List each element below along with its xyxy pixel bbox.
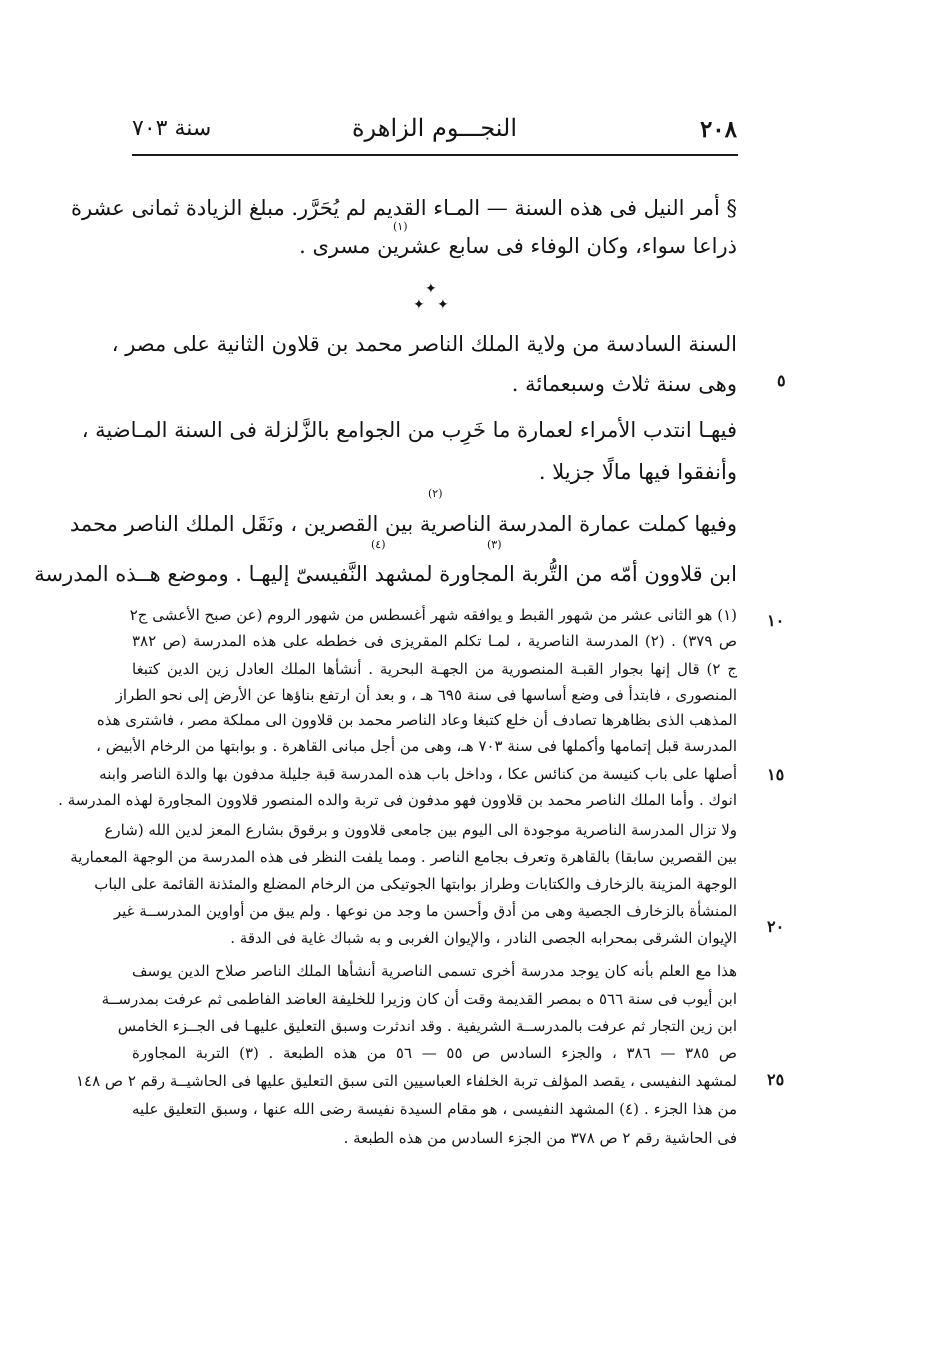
footnote-line: ص ٣٧٩) . (٢) المدرسة الناصرية ، لمـا تكلم المقريزى فى خططه على هذه المدرسة (ص ٣٨٢: [132, 632, 737, 650]
margin-line-number: ١٠: [767, 611, 785, 630]
footnote-line: ابن أيوب فى سنة ٥٦٦ ه بمصر القديمة وقت أن كان وزيرا للخليفة العاضد الفاطمى ثم عرفت بمدرســة: [101, 990, 737, 1008]
running-header: [132, 112, 737, 148]
asterism-icon: ✦: [413, 297, 425, 313]
margin-line-number: ١٥: [767, 765, 785, 784]
footnote-line: المنصورى ، فابتدأ فى وضع أساسها فى سنة ٦٩٥ هـ ، و بعد أن ارتفع بناؤها عن الأرض إلى نحو الطراز: [115, 686, 737, 704]
note-ref-2: (٢): [428, 487, 443, 500]
text-line: وهى سنة ثلاث وسبعمائة .: [511, 372, 737, 396]
footnote-line: من هذا الجزء . (٤) المشهد النفيسى ، هو مقام السيدة نفيسة رضى الله عنها ، وسبق التعليق عليه: [132, 1100, 737, 1118]
header-rule: [132, 154, 738, 156]
asterism-icon: ✦: [425, 281, 437, 297]
text-line: وفيها كملت عمارة المدرسة الناصرية بين القصرين ، ونَقَل الملك الناصر محمد: [69, 512, 737, 536]
footnote-line: المدرسة قبل إتمامها وأكملها فى سنة ٧٠٣ هـ، وهى من أجل مبانى القاهرة . و بوابتها من الرخام الأبيض ،: [96, 737, 737, 755]
footnote-line: ج ٢) قال إنها بجوار القبـة المنصورية من الجهـة البحرية . أنشأها الملك العادل زين الدين كتبغا: [132, 660, 738, 678]
footnote-line: ابن زين التجار ثم عرفت بالمدرســة الشريفية . وقد اندثرت وسبق التعليق عليهـا فى الجــزء الخامس: [117, 1017, 737, 1035]
text-line: ذراعا سواء، وكان الوفاء فى سابع عشرين مسرى .: [299, 234, 737, 258]
footnote-line: ص ٣٨٥ — ٣٨٦ ، والجزء السادس ص ٥٥ — ٥٦ من هذه الطبعة . (٣) التربة المجاورة: [132, 1044, 737, 1062]
text-line: فيهـا انتدب الأمراء لعمارة ما خَرِب من الجوامع بالزَّلزلة فى السنة المـاضية ،: [81, 418, 737, 442]
footnote-line: (١) هو الثانى عشر من شهور القبط و يوافقه شهر أغسطس من شهور الروم (عن صبح الأعشى ج٢: [129, 606, 737, 624]
footnote-line: المذهب الذى بظاهرها تصادف أن خلع كتبغا وعاد الناصر محمد بن قلاوون الى مملكة مصر ، فاشترى هذه: [96, 711, 737, 729]
margin-line-number: ٢٥: [767, 1070, 785, 1089]
footnote-line: الوجهة المزينة بالزخارف والكتابات وطراز بوابتها الجوتيكى من الرخام المضلع والمئذنة القائمة على الباب: [94, 875, 737, 893]
footnote-line: بين القصرين سابقا) بالقاهرة وتعرف بجامع الناصر . ومما يلفت النظر فى هذه المدرسة من الوجهة المعمارية: [70, 848, 737, 866]
book-title: النجـــوم الزاهرة: [351, 114, 518, 142]
margin-line-number: ٥: [777, 371, 786, 390]
footnote-line: انوك . وأما الملك الناصر محمد بن قلاوون فهو مدفون فى تربة والده المنصور قلاوون المجاورة لهذه المدرسة .: [58, 791, 737, 809]
footnote-line: الإيوان الشرقى بمحرابه الجصى النادر ، والإيوان الغربى و به شباك غاية فى الدقة .: [230, 929, 737, 947]
year-label: سنة ٧٠٣: [132, 116, 212, 141]
footnote-line: ولا تزال المدرسة الناصرية موجودة الى اليوم بين جامعى قلاوون و برقوق بشارع المعز لدين الله (شارع: [104, 821, 737, 839]
note-ref-4: (٤): [371, 538, 386, 551]
note-ref-3: (٣): [487, 538, 502, 551]
page-number: ٢٠٨: [699, 116, 737, 143]
text-line: وأنفقوا فيها مالًا جزيلا .: [538, 460, 737, 484]
text-line: السنة السادسة من ولاية الملك الناصر محمد بن قلاون الثانية على مصر ،: [111, 332, 737, 356]
footnote-line: هذا مع العلم بأنه كان يوجد مدرسة أخرى تسمى الناصرية أنشأها الملك الناصر صلاح الدين يوسف: [132, 962, 737, 980]
margin-line-number: ٢٠: [767, 917, 785, 936]
footnote-line: لمشهد النفيسى ، يقصد المؤلف تربة الخلفاء العباسيين التى سبق التعليق عليها فى الحاشيــة رقم ٢ ص ١٤٨: [75, 1072, 737, 1090]
text-line: ابن قلاوون أمّه من التُّربة المجاورة لمشهد النَّفيسىّ إليهـا . وموضع هــذه المدرسة: [34, 562, 737, 586]
asterism-icon: ✦: [437, 297, 449, 313]
footnote-line: المنشأة بالزخارف الجصية وهى من أدق وأحسن ما وجد من نوعها . ولم يبق من أواوين المدرســة غير: [113, 902, 737, 920]
text-line: § أمر النيل فى هذه السنة — المـاء القديم لم يُحَرَّر. مبلغ الزيادة ثمانى عشرة: [70, 196, 737, 220]
footnote-line: أصلها على باب كنيسة من كنائس عكا ، وداخل باب هذه المدرسة قبة جليلة مدفون بها والدة الناصر وابنه: [99, 765, 737, 783]
note-ref-1: (١): [393, 220, 408, 233]
footnote-line: فى الحاشية رقم ٢ ص ٣٧٨ من الجزء السادس من هذه الطبعة .: [343, 1129, 737, 1147]
